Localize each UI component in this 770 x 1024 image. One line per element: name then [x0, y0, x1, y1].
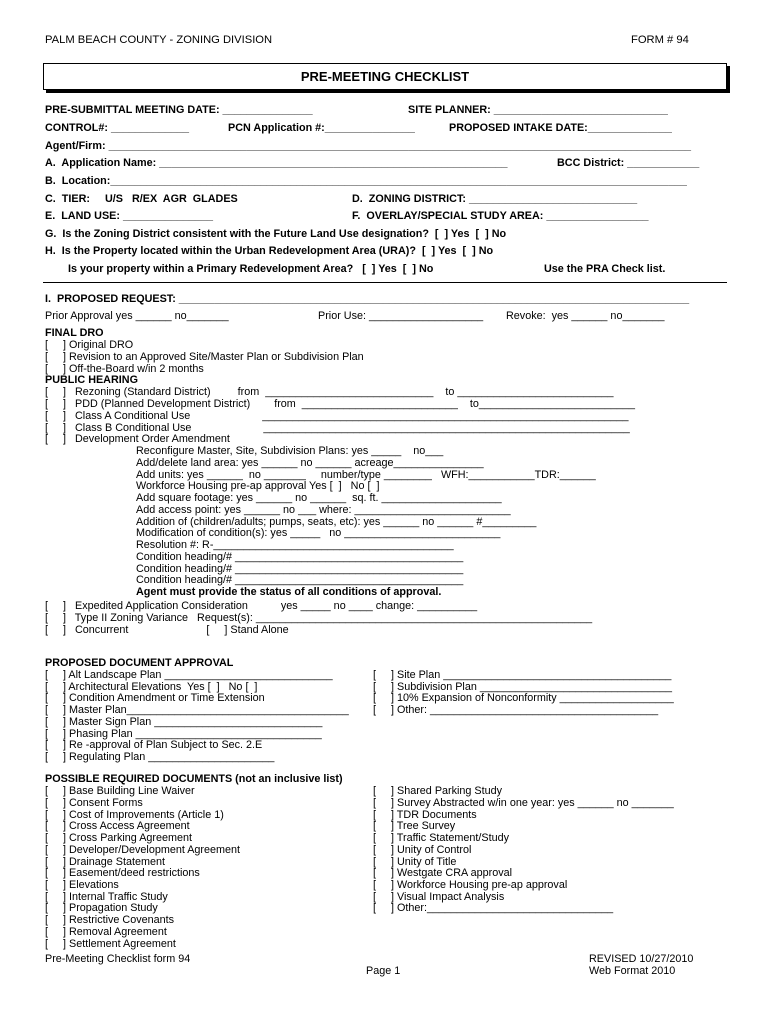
amendment-line: Reconfigure Master, Site, Subdivision Plans: yes _____ no___ [136, 445, 444, 457]
required-doc-item: [ ] Removal Agreement [45, 926, 167, 938]
required-doc-item: [ ] Settlement Agreement [45, 938, 176, 950]
required-doc-item: [ ] Restrictive Covenants [45, 914, 175, 926]
pcn-application-field: PCN Application #:_______________ [228, 122, 415, 134]
required-doc-item: [ ] Unity of Control [373, 844, 472, 856]
amendment-line: Add/delete land area: yes ______ no ______ acreage_______________ [136, 457, 484, 469]
form-number: FORM # 94 [631, 34, 689, 46]
question-pra: Is your property within a Primary Redevelopment Area? [ ] Yes [ ] No [68, 263, 434, 275]
footer-form-name: Pre-Meeting Checklist form 94 [45, 953, 191, 965]
required-doc-item: [ ] Propagation Study [45, 902, 158, 914]
required-doc-item: [ ] Drainage Statement [45, 856, 166, 868]
checkbox-class-b: [ ] Class B Conditional Use _____________________________________________________________ [45, 422, 630, 434]
required-doc-item: [ ] Workforce Housing pre-ap approval [373, 879, 568, 891]
prior-approval-field: Prior Approval yes ______ no_______ [45, 310, 229, 322]
required-doc-item: [ ] Base Building Line Waiver [45, 785, 195, 797]
required-doc-item: [ ] Traffic Statement/Study [373, 832, 510, 844]
proposed-intake-date-field: PROPOSED INTAKE DATE:______________ [449, 122, 672, 134]
control-number-field: CONTROL#: _____________ [45, 122, 190, 134]
required-doc-item: [ ] Easement/deed restrictions [45, 867, 200, 879]
doc-approval-item: [ ] 10% Expansion of Nonconformity ___________________ [373, 692, 674, 704]
overlay-study-area-field: F. OVERLAY/SPECIAL STUDY AREA: _________________ [352, 210, 649, 222]
amendment-line: Addition of (children/adults; pumps, seats, etc): yes ______ no ______ #_________ [136, 516, 537, 528]
proposed-request-field: I. PROPOSED REQUEST: _____________________________________________________________________________________ [45, 293, 690, 305]
required-doc-item: [ ] Other:_______________________________ [373, 902, 614, 914]
checkbox-expedited: [ ] Expedited Application Consideration yes _____ no ____ change: __________ [45, 600, 478, 612]
doc-approval-item: [ ] Master Sign Plan ____________________________ [45, 716, 323, 728]
amendment-line: Modification of condition(s): yes _____ no __________________________ [136, 527, 501, 539]
page-title: PRE-MEETING CHECKLIST [300, 69, 470, 84]
required-doc-item: [ ] Tree Survey [373, 820, 456, 832]
amendment-line: Workforce Housing pre-ap approval Yes [ ] No [ ] [136, 480, 380, 492]
final-dro-heading: FINAL DRO [45, 327, 104, 339]
footer-page-number: Page 1 [366, 965, 401, 977]
zoning-district-field: D. ZONING DISTRICT: ____________________________ [352, 193, 638, 205]
checkbox-concurrent: [ ] Concurrent [ ] Stand Alone [45, 624, 289, 636]
required-doc-item: [ ] Internal Traffic Study [45, 891, 168, 903]
required-doc-item: [ ] Unity of Title [373, 856, 457, 868]
checkbox-off-the-board: [ ] Off-the-Board w/in 2 months [45, 363, 204, 375]
amendment-line: Condition heading/# ______________________________________ [136, 574, 464, 586]
doc-approval-item: [ ] Alt Landscape Plan ____________________________ [45, 669, 333, 681]
public-hearing-heading: PUBLIC HEARING [45, 374, 138, 386]
required-doc-item: [ ] TDR Documents [373, 809, 477, 821]
required-doc-item: [ ] Survey Abstracted w/in one year: yes ______ no _______ [373, 797, 674, 809]
location-field: B. Location:________________________________________________________________________________________________ [45, 175, 687, 187]
checkbox-revision-plan: [ ] Revision to an Approved Site/Master Plan or Subdivision Plan [45, 351, 364, 363]
doc-approval-item: [ ] Regulating Plan _____________________ [45, 751, 275, 763]
checkbox-rezoning: [ ] Rezoning (Standard District) from ____________________________ to __________________________ [45, 386, 614, 398]
agency-header: PALM BEACH COUNTY - ZONING DIVISION [45, 34, 273, 46]
checkbox-pdd: [ ] PDD (Planned Development District) from __________________________ to__________________________ [45, 398, 636, 410]
pre-submittal-date-field: PRE-SUBMITTAL MEETING DATE: _______________ [45, 104, 313, 116]
revoke-field: Revoke: yes ______ no_______ [506, 310, 665, 322]
required-doc-item: [ ] Elevations [45, 879, 119, 891]
doc-approval-item: [ ] Architectural Elevations Yes [ ] No [ ] [45, 681, 258, 693]
amendment-line: Condition heading/# ______________________________________ [136, 551, 464, 563]
required-doc-item: [ ] Consent Forms [45, 797, 143, 809]
section-divider [43, 282, 727, 283]
site-planner-field: SITE PLANNER: _____________________________ [408, 104, 668, 116]
document-approval-heading: PROPOSED DOCUMENT APPROVAL [45, 657, 234, 669]
checkbox-type-ii-variance: [ ] Type II Zoning Variance Request(s): ________________________________________________________ [45, 612, 593, 624]
amendment-line: Add access point: yes ______ no ___ where: __________________________ [136, 504, 511, 516]
doc-approval-item: [ ] Re -approval of Plan Subject to Sec. 2.E [45, 739, 263, 751]
required-doc-item: [ ] Cross Access Agreement [45, 820, 190, 832]
required-documents-heading: POSSIBLE REQUIRED DOCUMENTS (not an inclusive list) [45, 773, 343, 785]
footer-revised-date: REVISED 10/27/2010 [589, 953, 694, 965]
amendment-line: Add square footage: yes ______ no ______ sq. ft. ____________________ [136, 492, 502, 504]
land-use-field: E. LAND USE: _______________ [45, 210, 214, 222]
application-name-field: A. Application Name: __________________________________________________________ [45, 157, 508, 169]
doc-approval-item: [ ] Other: ______________________________________ [373, 704, 659, 716]
agent-firm-field: Agent/Firm: _________________________________________________________________________________________________ [45, 140, 692, 152]
amendment-line: Condition heading/# ______________________________________ [136, 563, 464, 575]
required-doc-item: [ ] Visual Impact Analysis [373, 891, 505, 903]
question-h: H. Is the Property located within the Urban Redevelopment Area (URA)? [ ] Yes [ ] No [45, 245, 494, 257]
checkbox-class-a: [ ] Class A Conditional Use _____________________________________________________________ [45, 410, 629, 422]
required-doc-item: [ ] Westgate CRA approval [373, 867, 513, 879]
doc-approval-item: [ ] Master Plan_____________________________________ [45, 704, 349, 716]
bcc-district-field: BCC District: ____________ [557, 157, 700, 169]
agent-note: Agent must provide the status of all conditions of approval. [136, 586, 442, 598]
amendment-line: Resolution #: R-________________________________________ [136, 539, 454, 551]
amendment-line: Add units: yes ______ no _______ number/type ________ WFH:___________TDR:______ [136, 469, 596, 481]
title-box [43, 63, 727, 90]
required-doc-item: [ ] Developer/Development Agreement [45, 844, 241, 856]
prior-use-field: Prior Use: ___________________ [318, 310, 484, 322]
checkbox-original-dro: [ ] Original DRO [45, 339, 134, 351]
required-doc-item: [ ] Shared Parking Study [373, 785, 503, 797]
doc-approval-item: [ ] Condition Amendment or Time Extension [45, 692, 265, 704]
doc-approval-item: [ ] Phasing Plan _______________________________ [45, 728, 322, 740]
doc-approval-item: [ ] Site Plan ______________________________________ [373, 669, 672, 681]
required-doc-item: [ ] Cost of Improvements (Article 1) [45, 809, 224, 821]
required-doc-item: [ ] Cross Parking Agreement [45, 832, 193, 844]
question-g: G. Is the Zoning District consistent with the Future Land Use designation? [ ] Yes [ ] No [45, 228, 507, 240]
doc-approval-item: [ ] Subdivision Plan ________________________________ [373, 681, 672, 693]
checkbox-do-amendment: [ ] Development Order Amendment [45, 433, 230, 445]
tier-field: C. TIER: U/S R/EX AGR GLADES [45, 193, 238, 205]
footer-web-format: Web Format 2010 [589, 965, 676, 977]
pra-check-list-note: Use the PRA Check list. [544, 263, 666, 275]
